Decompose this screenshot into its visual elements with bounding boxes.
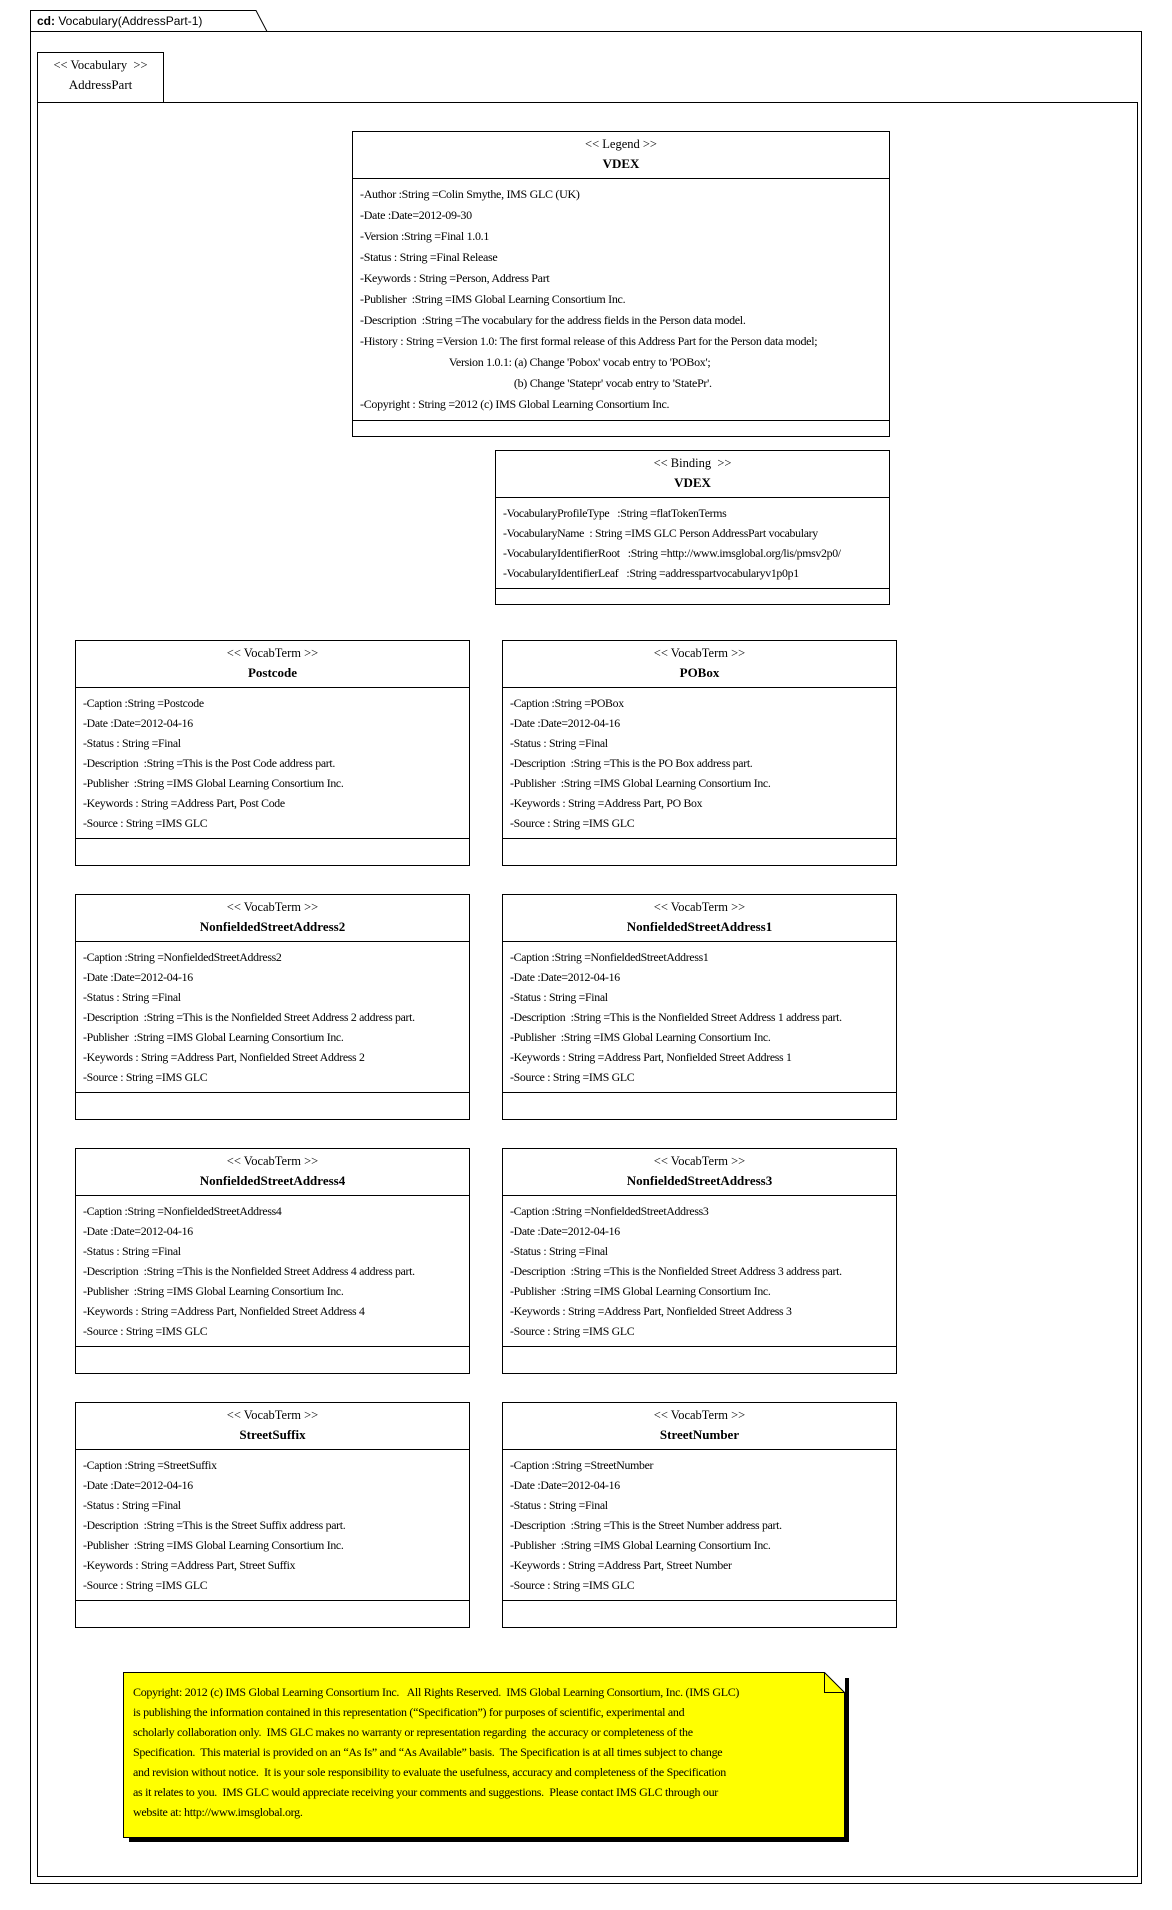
vocabterm-header	[76, 641, 469, 688]
legend-attribute-line: -Copyright : String =2012 (c) IMS Global Learning Consortium Inc.	[360, 397, 670, 411]
vocabterm-empty-compartment	[76, 1093, 469, 1119]
stereotype-label: << VocabTerm >>	[653, 1408, 746, 1422]
stereotype-label: << Legend >>	[585, 137, 657, 151]
vocabterm-attribute-line: -Date :Date=2012-04-16	[510, 716, 620, 730]
vocabterm-attribute-line: -Publisher :String =IMS Global Learning Consortium Inc.	[510, 776, 771, 790]
vocabterm-attribute-line: -Keywords : String =Address Part, Nonfielded Street Address 2	[83, 1050, 365, 1064]
legend-attribute-line: -Date :Date=2012-09-30	[360, 208, 472, 222]
stereotype-label: << Vocabulary >>	[53, 58, 148, 72]
tab-title: Vocabulary(AddressPart-1)	[55, 14, 203, 28]
vocabterm-header	[76, 1403, 469, 1450]
legend-name: VDEX	[602, 156, 640, 171]
vocabterm-attribute-line: -Status : String =Final	[510, 990, 608, 1004]
vocabterm-attribute-line: -Keywords : String =Address Part, Street Number	[510, 1558, 732, 1572]
legend-attribute-line: -Version :String =Final 1.0.1	[360, 229, 490, 243]
vocabterm-attribute-line: -Source : String =IMS GLC	[510, 1070, 635, 1084]
vocabterm-attribute-line: -Source : String =IMS GLC	[510, 1578, 635, 1592]
note-text-line: is publishing the information contained in this representation (“Specification”) for purposes of scientific, experimental and	[133, 1705, 685, 1719]
vocabterm-empty-compartment	[503, 1347, 896, 1373]
note-text-line: Copyright: 2012 (c) IMS Global Learning Consortium Inc. All Rights Reserved. IMS Global Learning Consortium, Inc. (IMS GLC)	[133, 1685, 740, 1699]
vocabterm-attribute-line: -Keywords : String =Address Part, Nonfielded Street Address 4	[83, 1304, 365, 1318]
vocabterm-name: StreetSuffix	[239, 1427, 306, 1442]
vocabterm-attribute-line: -Caption :String =StreetSuffix	[83, 1458, 217, 1472]
binding-attribute-line: -VocabularyProfileType :String =flatTokenTerms	[503, 506, 727, 520]
vocabterm-attribute-line: -Caption :String =Postcode	[83, 696, 204, 710]
vocabterm-attribute-line: -Publisher :String =IMS Global Learning Consortium Inc.	[83, 1538, 344, 1552]
vocabterm-attribute-line: -Date :Date=2012-04-16	[510, 1478, 620, 1492]
note-text-line: Specification. This material is provided on an “As Is” and “As Available” basis. The Specification is at all times subject to change	[133, 1745, 723, 1759]
vocabterm-attributes-compartment	[76, 1450, 469, 1601]
binding-attribute-line: -VocabularyIdentifierLeaf :String =addresspartvocabularyv1p0p1	[503, 566, 799, 580]
vocabterm-attribute-line: -Caption :String =NonfieldedStreetAddress4	[83, 1204, 282, 1218]
vocabterm-attribute-line: -Publisher :String =IMS Global Learning Consortium Inc.	[510, 1030, 771, 1044]
vocabterm-attribute-line: -Publisher :String =IMS Global Learning Consortium Inc.	[83, 1030, 344, 1044]
vocabterm-empty-compartment	[503, 1601, 896, 1627]
vocabterm-attributes-compartment	[76, 942, 469, 1093]
stereotype-label: << VocabTerm >>	[653, 1154, 746, 1168]
vocabterm-attribute-line: -Source : String =IMS GLC	[83, 1578, 208, 1592]
vocabterm-name: NonfieldedStreetAddress1	[626, 919, 773, 934]
stereotype-label: << VocabTerm >>	[653, 646, 746, 660]
vocabterm-box-NonfieldedStreetAddress4	[75, 1148, 470, 1374]
vocabterm-box-NonfieldedStreetAddress2	[75, 894, 470, 1120]
binding-attribute-line: -VocabularyName : String =IMS GLC Person AddressPart vocabulary	[503, 526, 818, 540]
legend-attribute-line: -Author :String =Colin Smythe, IMS GLC (UK)	[360, 187, 580, 201]
legend-attribute-line: -Keywords : String =Person, Address Part	[360, 271, 550, 285]
vocabterm-header	[76, 1149, 469, 1196]
vocabterm-attribute-line: -Date :Date=2012-04-16	[510, 970, 620, 984]
legend-attribute-line: -History : String =Version 1.0: The first formal release of this Address Part for the Person data model;	[360, 334, 818, 348]
vocabterm-attribute-line: -Status : String =Final	[510, 1498, 608, 1512]
note-text	[124, 1673, 844, 1822]
vocabterm-attribute-line: -Status : String =Final	[83, 990, 181, 1004]
vocabterm-box-StreetSuffix	[75, 1402, 470, 1628]
vocabterm-attribute-line: -Caption :String =StreetNumber	[510, 1458, 654, 1472]
legend-attribute-line: -Publisher :String =IMS Global Learning Consortium Inc.	[360, 292, 626, 306]
stereotype-label: << VocabTerm >>	[226, 900, 319, 914]
vocabterm-attribute-line: -Status : String =Final	[83, 1244, 181, 1258]
vocabterm-attributes-compartment	[503, 1450, 896, 1601]
vocabterm-attributes-compartment	[503, 688, 896, 839]
binding-name: VDEX	[674, 475, 711, 490]
vocabterm-attribute-line: -Description :String =This is the Street Suffix address part.	[83, 1518, 346, 1532]
vocabterm-name: NonfieldedStreetAddress4	[199, 1173, 346, 1188]
vocabterm-attribute-line: -Source : String =IMS GLC	[510, 816, 635, 830]
vocabterm-attribute-line: -Description :String =This is the Nonfielded Street Address 1 address part.	[510, 1010, 842, 1024]
vocabterm-header	[76, 895, 469, 942]
note-text-line: scholarly collaboration only. IMS GLC makes no warranty or representation regarding the accuracy or completeness of the	[133, 1725, 693, 1739]
vocabterm-attribute-line: -Source : String =IMS GLC	[83, 1070, 208, 1084]
vocabterm-empty-compartment	[76, 839, 469, 865]
vocabterm-empty-compartment	[503, 839, 896, 865]
vocabterm-attribute-line: -Publisher :String =IMS Global Learning Consortium Inc.	[83, 1284, 344, 1298]
vocabterm-attribute-line: -Caption :String =NonfieldedStreetAddress3	[510, 1204, 709, 1218]
vocabterm-attribute-line: -Description :String =This is the Post Code address part.	[83, 756, 336, 770]
vocabterm-attribute-line: -Description :String =This is the Street Number address part.	[510, 1518, 782, 1532]
binding-attribute-line: -VocabularyIdentifierRoot :String =http://www.imsglobal.org/lis/pmsv2p0/	[503, 546, 841, 560]
vocabterm-box-NonfieldedStreetAddress3	[502, 1148, 897, 1374]
stereotype-label: << VocabTerm >>	[653, 900, 746, 914]
vocabterm-attribute-line: -Status : String =Final	[83, 736, 181, 750]
package-name: AddressPart	[68, 77, 133, 92]
note-text-line: as it relates to you. IMS GLC would appreciate receiving your comments and suggestions. Please contact IMS GLC through our	[133, 1785, 719, 1799]
vocabterm-attribute-line: -Keywords : String =Address Part, Nonfielded Street Address 3	[510, 1304, 792, 1318]
vocabterm-attribute-line: -Keywords : String =Address Part, Street Suffix	[83, 1558, 296, 1572]
vocabterm-name: StreetNumber	[659, 1427, 740, 1442]
vocabterm-attribute-line: -Description :String =This is the PO Box address part.	[510, 756, 753, 770]
vocabterm-attribute-line: -Description :String =This is the Nonfielded Street Address 3 address part.	[510, 1264, 842, 1278]
stereotype-label: << VocabTerm >>	[226, 1154, 319, 1168]
legend-attribute-line: -Description :String =The vocabulary for the address fields in the Person data model.	[360, 313, 746, 327]
vocabterm-attribute-line: -Source : String =IMS GLC	[510, 1324, 635, 1338]
vocabterm-name: POBox	[679, 665, 720, 680]
vocabterm-attribute-line: -Publisher :String =IMS Global Learning Consortium Inc.	[83, 776, 344, 790]
vocabterm-name: Postcode	[247, 665, 298, 680]
vocabterm-attribute-line: -Source : String =IMS GLC	[83, 816, 208, 830]
vocabterm-box-POBox	[502, 640, 897, 866]
vocabterm-attribute-line: -Date :Date=2012-04-16	[83, 1224, 193, 1238]
vocabterm-box-StreetNumber	[502, 1402, 897, 1628]
tab-keyword: cd:	[37, 14, 55, 28]
note-text-line: and revision without notice. It is your sole responsibility to evaluate the usefulness, accuracy and completeness of the Specification	[133, 1765, 726, 1779]
vocabterm-attribute-line: -Keywords : String =Address Part, Nonfielded Street Address 1	[510, 1050, 792, 1064]
vocabterm-header	[503, 641, 896, 688]
vocabterm-attributes-compartment	[503, 942, 896, 1093]
vocabterm-attribute-line: -Keywords : String =Address Part, PO Box	[510, 796, 703, 810]
vocabterm-box-NonfieldedStreetAddress1	[502, 894, 897, 1120]
vocabterm-attribute-line: -Date :Date=2012-04-16	[510, 1224, 620, 1238]
vocabterm-attributes-compartment	[503, 1196, 896, 1347]
note-text-line: website at: http://www.imsglobal.org.	[133, 1805, 303, 1819]
legend-attribute-line: (b) Change 'Statepr' vocab entry to 'StatePr'.	[360, 376, 712, 390]
vocabterm-attributes-compartment	[76, 688, 469, 839]
vocabterm-attribute-line: -Status : String =Final	[510, 1244, 608, 1258]
legend-attribute-line: -Status : String =Final Release	[360, 250, 498, 264]
vocabterm-attribute-line: -Source : String =IMS GLC	[83, 1324, 208, 1338]
vocabterm-header	[503, 895, 896, 942]
vocabterm-empty-compartment	[76, 1347, 469, 1373]
vocabterm-empty-compartment	[76, 1601, 469, 1627]
stereotype-label: << VocabTerm >>	[226, 1408, 319, 1422]
stereotype-label: << VocabTerm >>	[226, 646, 319, 660]
vocabterm-name: NonfieldedStreetAddress2	[199, 919, 346, 934]
vocabterm-header	[503, 1403, 896, 1450]
vocabterm-attributes-compartment	[76, 1196, 469, 1347]
vocabterm-attribute-line: -Publisher :String =IMS Global Learning Consortium Inc.	[510, 1538, 771, 1552]
vocabterm-attribute-line: -Description :String =This is the Nonfielded Street Address 2 address part.	[83, 1010, 415, 1024]
vocabterm-attribute-line: -Description :String =This is the Nonfielded Street Address 4 address part.	[83, 1264, 415, 1278]
vocabterm-name: NonfieldedStreetAddress3	[626, 1173, 773, 1188]
vocabterm-attribute-line: -Date :Date=2012-04-16	[83, 716, 193, 730]
vocabterm-empty-compartment	[503, 1093, 896, 1119]
stereotype-label: << Binding >>	[653, 456, 732, 470]
vocabterm-attribute-line: -Caption :String =POBox	[510, 696, 624, 710]
legend-attribute-line: Version 1.0.1: (a) Change 'Pobox' vocab entry to 'POBox';	[360, 355, 711, 369]
copyright-note	[123, 1672, 845, 1838]
vocabterm-attribute-line: -Status : String =Final	[83, 1498, 181, 1512]
vocabterm-attribute-line: -Publisher :String =IMS Global Learning Consortium Inc.	[510, 1284, 771, 1298]
vocabterm-attribute-line: -Caption :String =NonfieldedStreetAddress2	[83, 950, 282, 964]
vocabterm-header	[503, 1149, 896, 1196]
vocabterm-attribute-line: -Caption :String =NonfieldedStreetAddress1	[510, 950, 709, 964]
vocabterm-attribute-line: -Date :Date=2012-04-16	[83, 1478, 193, 1492]
vocabterm-attribute-line: -Status : String =Final	[510, 736, 608, 750]
note-fold-corner	[824, 1672, 845, 1693]
vocabterm-box-Postcode	[75, 640, 470, 866]
vocabterm-attribute-line: -Keywords : String =Address Part, Post Code	[83, 796, 285, 810]
vocabterm-attribute-line: -Date :Date=2012-04-16	[83, 970, 193, 984]
